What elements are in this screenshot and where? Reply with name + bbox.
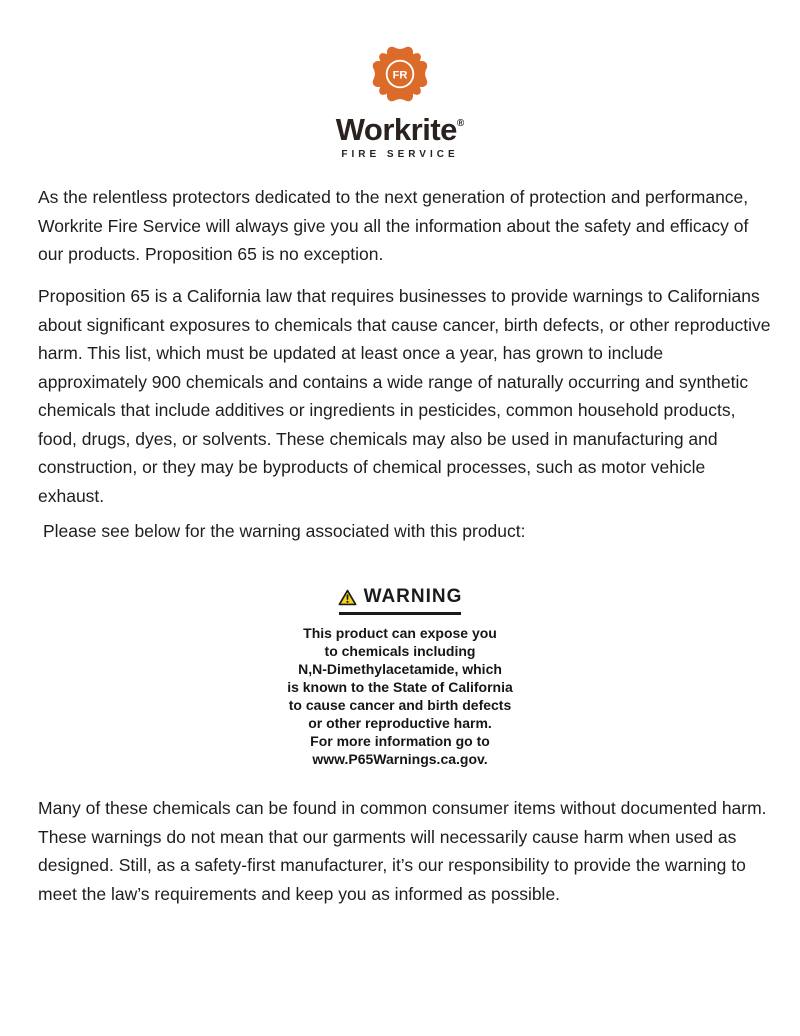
warning-line: to cause cancer and birth defects [288, 696, 512, 713]
badge-initials: FR [392, 69, 408, 82]
warning-line: www.P65Warnings.ca.gov. [312, 750, 488, 767]
closing-paragraph: Many of these chemicals can be found in common consumer items without documented harm. These warnings do not mean that our garments will necessarily cause harm when used as designed. Still, as a safety-first manufacturer, it’s our responsibility to provide the warning to meet the law’s requirements and keep you as informed as possible. [38, 798, 767, 904]
brand-tagline: FIRE SERVICE [341, 149, 459, 160]
warning-text [0, 624, 800, 768]
warning-line: or other reproductive harm. [308, 714, 492, 731]
warning-title: WARNING [363, 586, 463, 607]
fire-maltese-cross-icon [369, 42, 431, 106]
workrite-logo [0, 42, 800, 160]
brand-wordmark [0, 114, 800, 145]
warning-line: This product can expose you [303, 624, 497, 641]
registered-trademark: ® [456, 118, 465, 129]
warning-header [0, 586, 800, 608]
brand-name: Workrite [335, 112, 457, 147]
see-below-line: Please see below for the warning associated with this product: [43, 521, 526, 541]
intro-paragraph: As the relentless protectors dedicated to the next generation of protection and performance, Workrite Fire Service will always give you all the information about the safety and efficacy of our products. Proposition 65 is no exception. [38, 187, 749, 264]
warning-divider [339, 612, 461, 615]
warning-line: N,N-Dimethylacetamide, which [298, 660, 502, 677]
prop65-warning-label [0, 586, 800, 768]
warning-triangle-icon [338, 589, 357, 606]
warning-line: to chemicals including [324, 642, 476, 659]
warning-line: is known to the State of California [287, 678, 513, 695]
prop65-law-paragraph: Proposition 65 is a California law that requires businesses to provide warnings to Californians about significant exposures to chemicals that cause cancer, birth defects, or other reproductive harm. This list, which must be updated at least once a year, has grown to include approximately 900 chemicals and contains a wide range of naturally occurring and synthetic chemicals that include additives or ingredients in pesticides, common household products, food, drugs, dyes, or solvents. These chemicals may also be used in manufacturing and construction, or they may be byproducts of chemical processes, such as motor vehicle exhaust. [38, 286, 771, 506]
warning-line: For more information go to [310, 732, 490, 749]
